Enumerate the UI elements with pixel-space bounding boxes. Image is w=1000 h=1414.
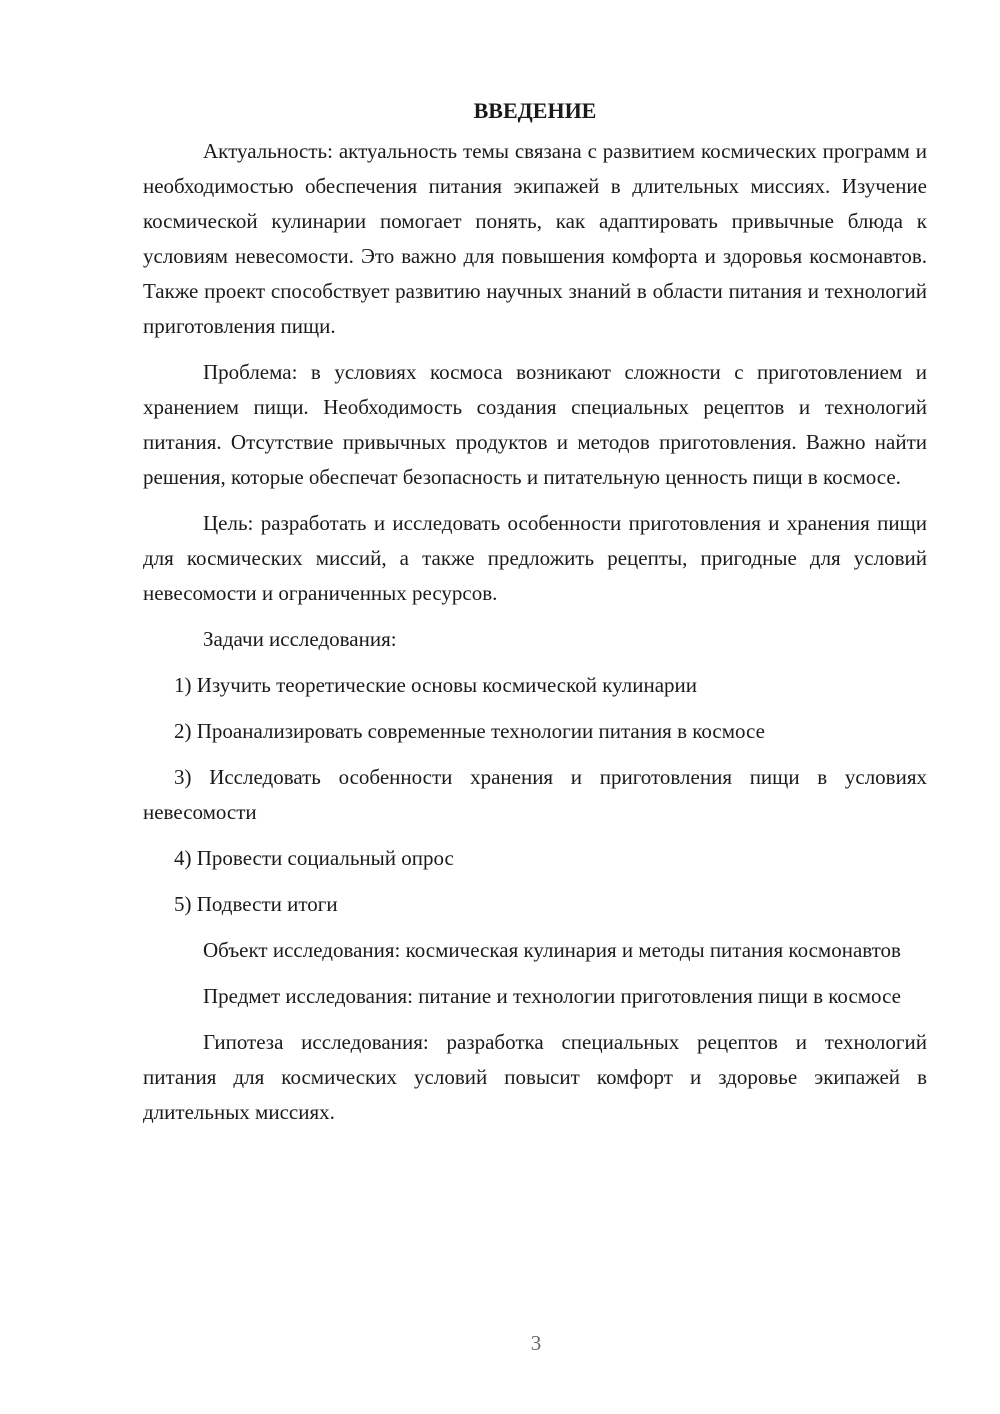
page-number: 3	[530, 1331, 542, 1355]
paragraph-relevance: Актуальность: актуальность темы связана с развитием космических программ и необходимостью обеспечения питания экипажей в длительных миссиях. Изучение космической кулинарии помогает понять, как адаптировать привычные блюда к условиям невесомости. Это важно для повышения комфорта и здоровья космонавтов. Также проект способствует развитию научных знаний в области питания и технологий приготовления пищи.	[143, 139, 927, 338]
task-item-2: 2) Проанализировать современные технологии питания в космосе	[174, 719, 765, 743]
paragraph-problem: Проблема: в условиях космоса возникают сложности с приготовлением и хранением пищи. Необходимость создания специальных рецептов и технологий питания. Отсутствие привычных продуктов и методов приготовления. Важно найти решения, которые обеспечат безопасность и питательную ценность пищи в космосе.	[143, 360, 927, 489]
paragraph-object: Объект исследования: космическая кулинария и методы питания космонавтов	[203, 938, 901, 962]
paragraph-goal: Цель: разработать и исследовать особенности приготовления и хранения пищи для космических миссий, а также предложить рецепты, пригодные для условий невесомости и ограниченных ресурсов.	[143, 511, 927, 605]
task-item-3: 3) Исследовать особенности хранения и приготовления пищи в условиях невесомости	[143, 765, 927, 824]
page-content	[143, 93, 927, 1141]
task-item-1: 1) Изучить теоретические основы космической кулинарии	[174, 673, 697, 697]
paragraph-hypothesis: Гипотеза исследования: разработка специальных рецептов и технологий питания для космических условий повысит комфорт и здоровье экипажей в длительных миссиях.	[143, 1030, 927, 1124]
tasks-heading: Задачи исследования:	[203, 627, 397, 651]
task-item-4: 4) Провести социальный опрос	[174, 846, 454, 870]
paragraph-subject: Предмет исследования: питание и технологии приготовления пищи в космосе	[203, 984, 901, 1008]
task-item-5: 5) Подвести итоги	[174, 892, 338, 916]
section-title: ВВЕДЕНИЕ	[473, 98, 597, 123]
